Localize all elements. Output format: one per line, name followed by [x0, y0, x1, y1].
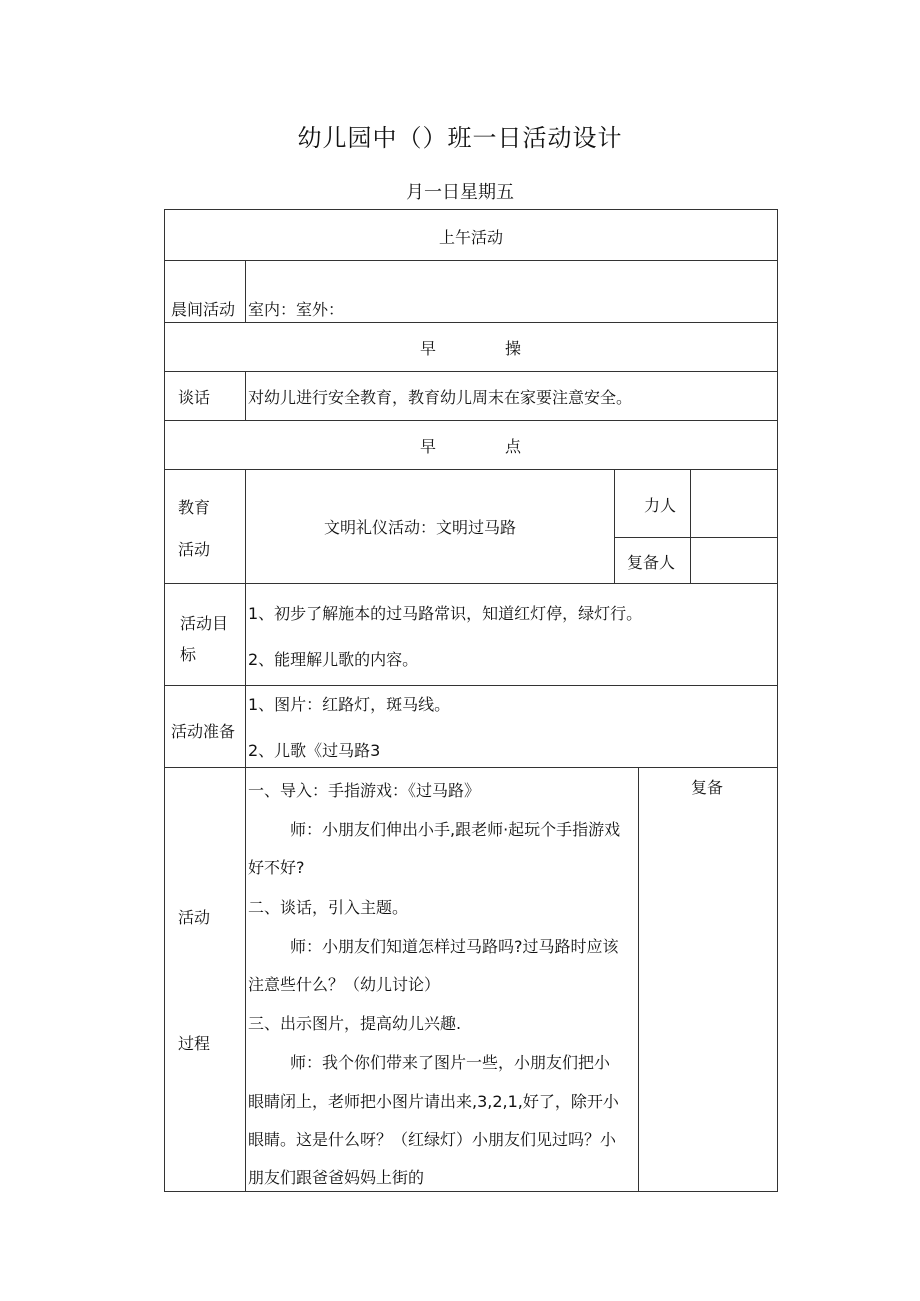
morning-activity-label: 晨间活动 [171, 300, 236, 319]
education-activity-title: 文明礼仪活动：文明过马路 [323, 518, 516, 537]
table-border-top [164, 209, 778, 210]
process-label-line1: 活动 [178, 908, 211, 927]
column-divider [638, 767, 639, 1192]
page-title: 幼儿园中（）班一日活动设计 [297, 124, 623, 152]
row-divider [164, 583, 778, 584]
row-divider [164, 685, 778, 686]
process-line: 朋友们跟爸爸妈妈上街的 [248, 1168, 425, 1187]
process-line: 眼睛闭上，老师把小图片请出来,3,2,1,好了，除开小 [248, 1092, 619, 1111]
reviewer-label: 复备人 [627, 553, 676, 572]
preparation-label: 活动准备 [171, 722, 236, 741]
education-activity-label-line1: 教育 [178, 498, 211, 517]
process-line: 注意些什么？（幼儿讨论） [248, 975, 441, 994]
morning-exercise-char-1: 早 [420, 339, 437, 358]
table-border-left [164, 209, 165, 1192]
column-divider [245, 260, 246, 323]
column-divider [245, 371, 246, 421]
row-divider [164, 469, 778, 470]
talk-label: 谈话 [178, 388, 211, 407]
row-divider [164, 767, 778, 768]
row-divider [164, 371, 778, 372]
goals-label-line2: 标 [180, 645, 197, 664]
morning-snack-char-2: 点 [505, 437, 522, 456]
process-line: 师：小朋友们伸出小手,跟老师·起玩个手指游戏 [290, 820, 621, 839]
process-line: 师：小朋友们知道怎样过马路吗?过马路时应该 [290, 937, 619, 956]
date-line: 月一日星期五 [406, 182, 514, 203]
column-divider [690, 469, 691, 584]
morning-activities-heading: 上午活动 [438, 228, 503, 247]
morning-exercise-char-2: 操 [505, 339, 522, 358]
goal-item: 2、能理解儿歌的内容。 [248, 650, 419, 669]
goal-item: 1、初步了解施本的过马路常识，知道红灯停，绿灯行。 [248, 604, 643, 623]
review-column-label: 复备 [691, 778, 724, 797]
preparation-item: 2、儿歌《过马路3 [248, 741, 381, 760]
morning-activity-content: 室内：室外： [248, 300, 345, 319]
talk-content: 对幼儿进行安全教育，教育幼儿周末在家要注意安全。 [248, 388, 633, 407]
process-line: 眼睛。这是什么呀？（红绿灯）小朋友们见过吗？小 [248, 1130, 617, 1149]
row-divider [164, 322, 778, 323]
process-line: 好不好? [248, 858, 305, 877]
row-divider [164, 260, 778, 261]
table-border-bottom [164, 1191, 778, 1192]
preparation-item: 1、图片：红路灯，斑马线。 [248, 695, 451, 714]
process-label-line2: 过程 [178, 1034, 211, 1053]
process-line: 三、出示图片，提高幼儿兴趣. [248, 1014, 462, 1033]
table-border-right [777, 209, 778, 1192]
row-divider [164, 420, 778, 421]
goals-label-line1: 活动目 [180, 614, 229, 633]
morning-snack-char-1: 早 [420, 437, 437, 456]
process-line: 二、谈话，引入主题。 [248, 898, 409, 917]
column-divider [614, 469, 615, 584]
process-line: 师：我个你们带来了图片一些，小朋友们把小 [290, 1053, 611, 1072]
process-line: 一、导入：手指游戏：《过马路》 [248, 781, 481, 800]
education-activity-label-line2: 活动 [178, 540, 211, 559]
executor-label: 力人 [644, 496, 677, 515]
row-divider [614, 537, 778, 538]
column-divider [245, 469, 246, 1192]
